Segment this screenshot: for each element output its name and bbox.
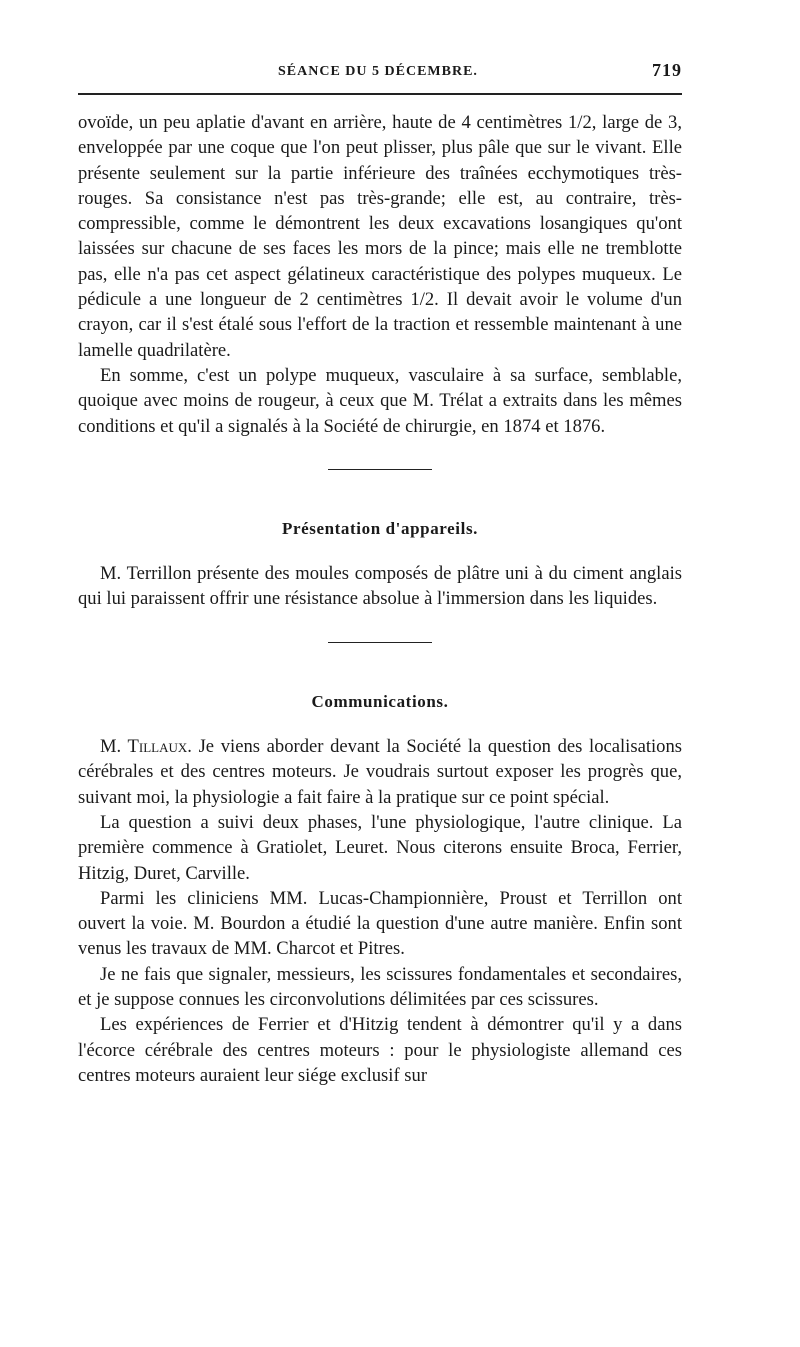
paragraph-scissures: Je ne fais que signaler, messieurs, les scissures fondamentales et secondaires, et je suppose connues les circonvolutions délimitées par ces scissures. xyxy=(78,963,682,1011)
paragraph-experiences: Les expériences de Ferrier et d'Hitzig tendent à démontrer qu'il y a dans l'écorce cérébrale des centres moteurs : pour le physiologiste allemand ces centres moteurs auraient leur siége exclusif sur xyxy=(78,1014,682,1086)
page-header xyxy=(78,60,682,86)
body-text xyxy=(78,110,682,1088)
section-heading-presentation: Présentation d'appareils. xyxy=(281,518,479,538)
paragraph-tillaux-text: Je viens aborder devant la Société la question des localisations cérébrales et des centres moteurs. Je voudrais surtout exposer les progrès que, suivant moi, la physiologie a fait faire à la pratique sur ce point spécial. xyxy=(78,736,682,808)
paragraph-polyp-description: ovoïde, un peu aplatie d'avant en arrière, haute de 4 centimètres 1/2, large de 3, enveloppée par une coque que l'on peut plisser, plus pâle que sur le vivant. Elle présente seulement sur la partie inférieure des traînées ecchymotiques très-rouges. Sa consistance n'est pas très-grande; elle est, au contraire, très-compressible, comme le démontrent les deux excavations losangiques qu'ont laissées sur chacune de ses faces les mors de la pince; mais elle ne tremblotte pas, elle n'a pas cet aspect gélatineux caractéristique des polypes muqueux. Le pédicule a une longueur de 2 centimètres 1/2. Il devait avoir le volume d'un crayon, car il s'est étalé sous l'effort de la traction et ressemble maintenant à une lamelle quadrilatère. xyxy=(78,112,682,361)
paragraph-terrillon: M. Terrillon présente des moules composés de plâtre uni à du ciment anglais qui lui paraissent offrir une résistance absolue à l'immersion dans les liquides. xyxy=(78,563,682,610)
paragraph-phases: La question a suivi deux phases, l'une physiologique, l'autre clinique. La première commence à Gratiolet, Leuret. Nous citerons ensuite Broca, Ferrier, Hitzig, Duret, Carville. xyxy=(78,811,682,884)
section-separator xyxy=(328,469,432,470)
section-heading-communications: Communications. xyxy=(311,691,449,711)
speaker-name: M. Tillaux. xyxy=(100,736,192,758)
paragraph-tillaux xyxy=(78,734,682,810)
page-number: 719 xyxy=(652,60,682,80)
paragraph-polyp-summary: En somme, c'est un polype muqueux, vasculaire à sa surface, semblable, quoique avec moins de rougeur, à ceux que M. Trélat a extraits dans les mêmes conditions et qu'il a signalés à la Société de chirurgie, en 1874 et 1876. xyxy=(78,364,682,437)
paragraph-clinicians: Parmi les cliniciens MM. Lucas-Championnière, Proust et Terrillon ont ouvert la voie. M. Bourdon a étudié la question d'une autre manière. Enfin sont venus les travaux de MM. Charcot et Pitres. xyxy=(78,887,682,960)
section-separator xyxy=(328,642,432,643)
running-head: SÉANCE DU 5 DÉCEMBRE. xyxy=(278,64,478,79)
header-rule xyxy=(78,93,682,95)
